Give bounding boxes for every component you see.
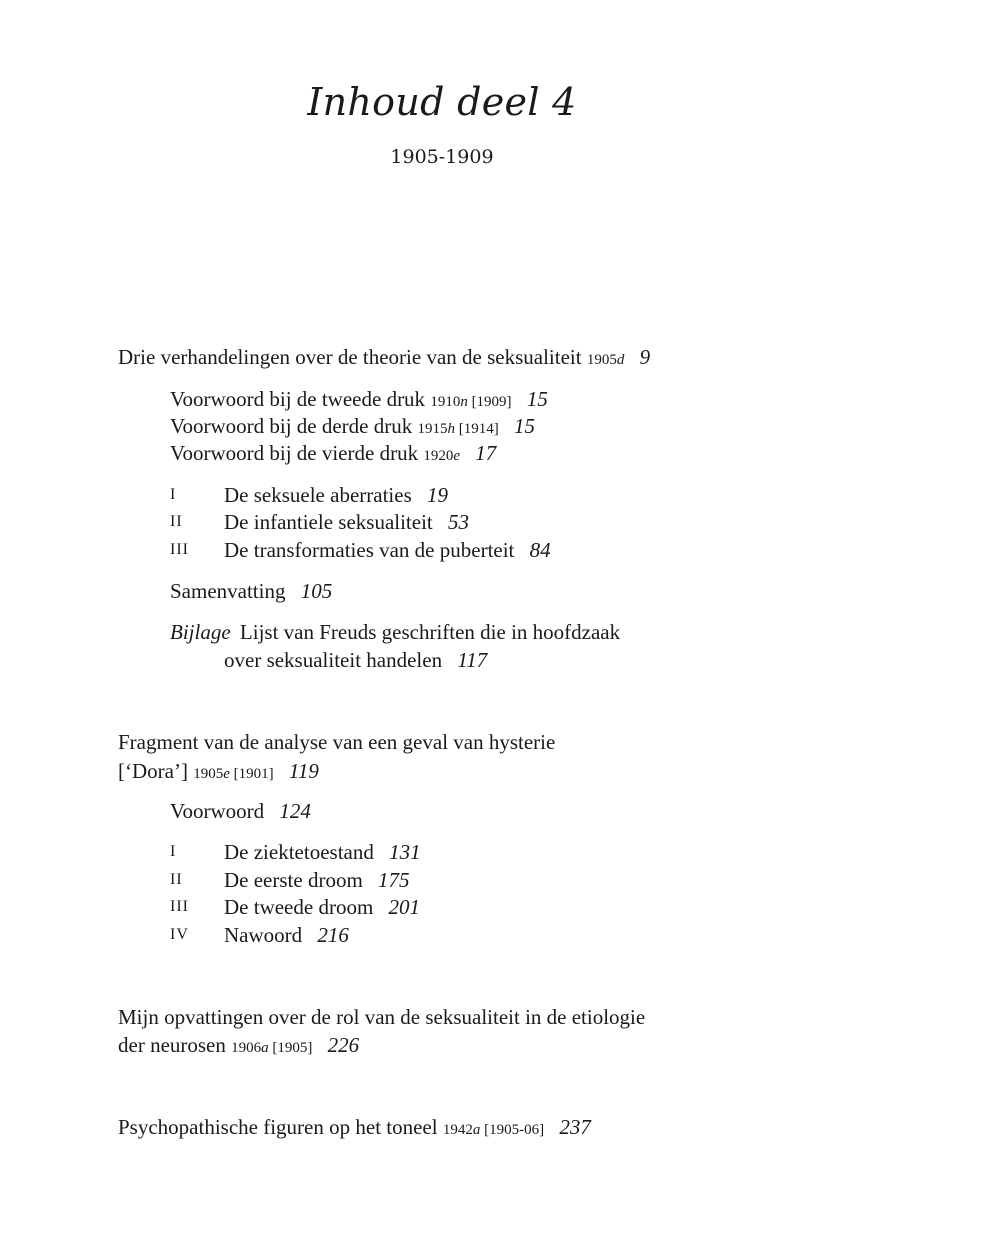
entry-page: 131 [389, 840, 421, 864]
toc-chapter[interactable] [224, 838, 421, 866]
toc-entry-preface-4[interactable] [170, 439, 496, 470]
entry-page: 119 [288, 759, 319, 783]
toc-entry-dora-cont[interactable] [118, 757, 319, 788]
toc-chapter[interactable] [224, 866, 410, 894]
entry-page: 9 [639, 345, 651, 369]
entry-year: 1905d [586, 352, 625, 368]
toc-entry-opvattingen[interactable] [118, 1003, 645, 1031]
entry-title: De ziektetoestand [224, 840, 374, 864]
toc-entry-drie-verhandelingen[interactable] [118, 343, 650, 374]
entry-title: Voorwoord bij de vierde druk [170, 441, 419, 465]
entry-page: 105 [300, 579, 333, 603]
toc-entry-appendix-cont[interactable] [224, 646, 487, 674]
chapter-number: III [170, 898, 189, 915]
entry-title: Voorwoord bij de tweede druk [170, 387, 426, 411]
toc-entry-appendix[interactable] [170, 618, 620, 646]
entry-title: Fragment van de analyse van een geval van hysterie [118, 730, 556, 754]
entry-title: Drie verhandelingen over de theorie van de seksualiteit [118, 345, 582, 369]
chapter-number: II [170, 513, 183, 530]
entry-page: 124 [279, 799, 311, 823]
page-title: Inhoud deel 4 [307, 80, 577, 124]
entry-title: Samenvatting [170, 579, 286, 603]
entry-year: 1905e [1901] [193, 766, 274, 782]
entry-page: 226 [327, 1033, 360, 1057]
toc-entry-dora-preface[interactable] [170, 797, 311, 825]
chapter-number: I [170, 843, 177, 860]
appendix-label: Bijlage [170, 620, 231, 644]
entry-page: 84 [529, 538, 551, 562]
entry-title: De eerste droom [224, 868, 363, 892]
entry-page: 117 [457, 648, 488, 672]
entry-page: 17 [475, 441, 497, 465]
entry-title: Psychopathische figuren op het toneel [118, 1115, 438, 1139]
entry-title: Nawoord [224, 923, 303, 947]
toc-chapter[interactable] [224, 508, 469, 536]
entry-page: 15 [513, 414, 535, 438]
chapter-number: IV [170, 926, 189, 943]
entry-year: 1942a [1905-06] [442, 1122, 545, 1138]
entry-title: De transformaties van de puberteit [224, 538, 515, 562]
entry-year: 1910n [1909] [430, 394, 512, 410]
chapter-number: II [170, 871, 183, 888]
toc-chapter[interactable] [224, 893, 420, 921]
entry-title: over seksualiteit handelen [224, 648, 443, 672]
entry-page: 237 [559, 1115, 591, 1139]
entry-title: Voorwoord bij de derde druk [170, 414, 413, 438]
entry-page: 53 [448, 510, 470, 534]
entry-title: De seksuele aberraties [224, 483, 412, 507]
toc-entry-dora[interactable] [118, 728, 555, 756]
entry-title: Lijst van Freuds geschriften die in hoofdzaak [239, 620, 621, 644]
entry-page: 19 [427, 483, 448, 507]
toc-chapter[interactable] [224, 921, 349, 949]
entry-year: 1915h [1914] [417, 421, 499, 437]
entry-page: 175 [378, 868, 410, 892]
entry-title: Mijn opvattingen over de rol van de seksualiteit in de etiologie [118, 1005, 646, 1029]
entry-page: 201 [388, 895, 421, 919]
entry-title: der neurosen [118, 1033, 226, 1057]
toc-chapter[interactable] [224, 536, 551, 564]
entry-year: 1920e [423, 448, 460, 464]
toc-entry-summary[interactable] [170, 577, 332, 605]
chapter-number: I [170, 486, 177, 503]
entry-title: Voorwoord [170, 799, 265, 823]
toc-entry-opvattingen-cont[interactable] [118, 1031, 359, 1062]
entry-year: 1906a [1905] [231, 1040, 313, 1056]
chapter-number: III [170, 541, 189, 558]
entry-title: De infantiele seksualiteit [224, 510, 433, 534]
toc-entry-psychopathische[interactable] [118, 1113, 591, 1144]
toc-chapter[interactable] [224, 481, 448, 509]
entry-title: De tweede droom [224, 895, 374, 919]
entry-page: 216 [317, 923, 349, 947]
entry-title: [‘Dora’] [118, 759, 188, 783]
entry-page: 15 [526, 387, 548, 411]
page-subtitle: 1905-1909 [390, 146, 494, 168]
